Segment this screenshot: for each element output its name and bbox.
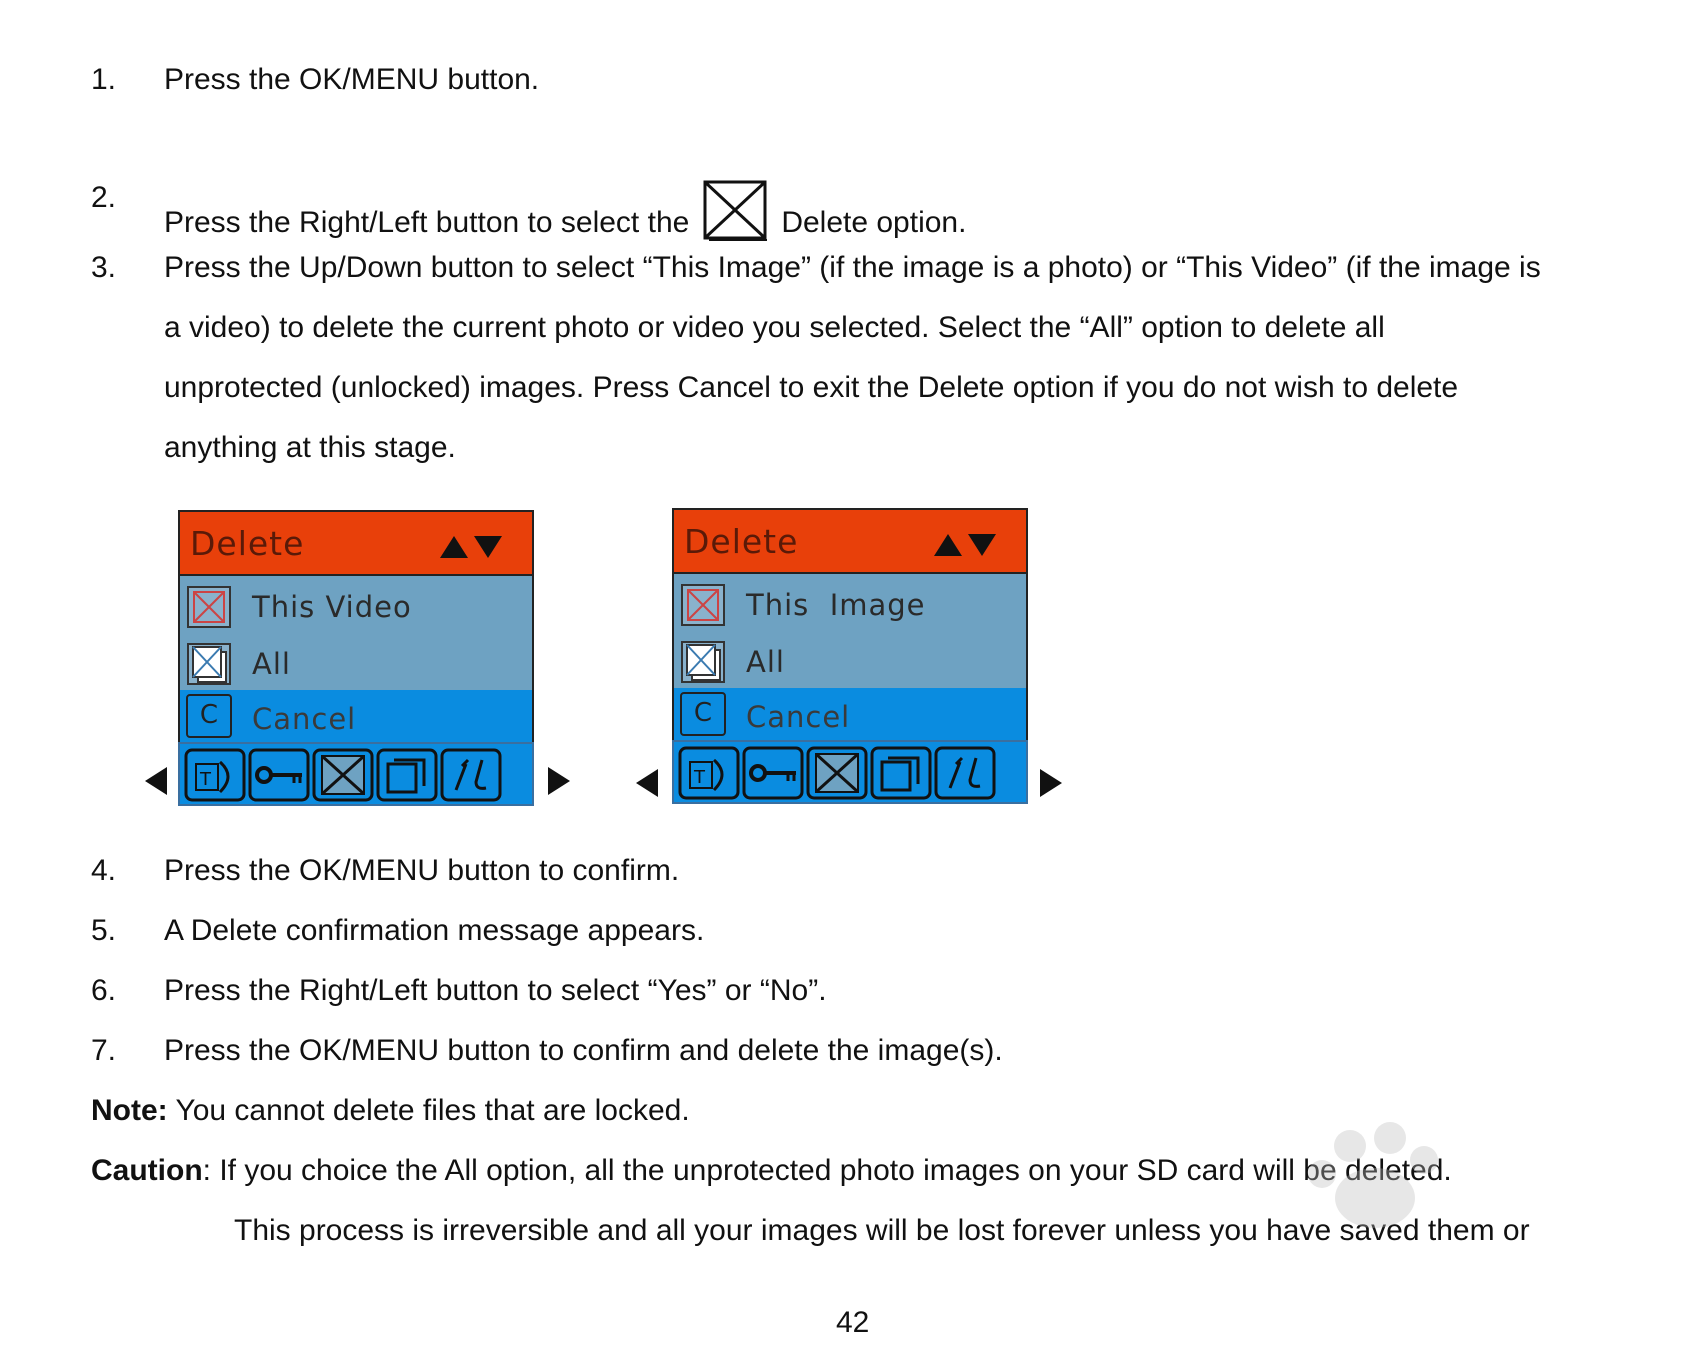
step-2-text-before: Press the Right/Left button to select the: [164, 206, 690, 239]
delete-single-icon: [186, 585, 234, 629]
right-arrow-icon: [1040, 769, 1062, 797]
menu-item-all[interactable]: [674, 631, 1026, 688]
text-icon[interactable]: [186, 750, 244, 800]
settings-icon[interactable]: [442, 750, 500, 800]
cancel-c-icon: C: [186, 694, 232, 738]
delete-x-icon[interactable]: [314, 750, 372, 800]
right-arrow-icon: [548, 767, 570, 795]
step-5-number: 5.: [91, 914, 117, 947]
menu-header: [178, 510, 534, 576]
left-arrow-icon: [636, 769, 658, 797]
up-down-arrows-icon: [934, 532, 998, 558]
delete-menu-video: [178, 510, 534, 806]
step-3-line-3: unprotected (unlocked) images. Press Cancel to exit the Delete option if you do not wish to delete: [164, 371, 1459, 404]
delete-all-icon: [680, 640, 728, 684]
menu-item-label: All: [746, 645, 785, 679]
menu-item-label: Cancel: [252, 702, 357, 736]
step-3-line-4: anything at this stage.: [164, 431, 456, 464]
step-3-line-1: Press the Up/Down button to select “This Image” (if the image is a photo) or “This Video” (if the image is: [164, 251, 1541, 284]
note-paragraph: [91, 1093, 690, 1129]
step-5-text: A Delete confirmation message appears.: [164, 914, 705, 947]
menu-item-label: This Image: [746, 588, 926, 622]
left-arrow-icon: [145, 767, 167, 795]
delete-menu-image: [672, 508, 1028, 804]
baidu-watermark-logo: [1210, 1120, 1630, 1290]
delete-all-icon: [186, 642, 234, 686]
step-3-line-2: a video) to delete the current photo or video you selected. Select the “All” option to delete all: [164, 311, 1385, 344]
step-1-number: 1.: [91, 63, 117, 96]
delete-x-icon: [703, 180, 767, 242]
menu-header: [672, 508, 1028, 574]
key-icon[interactable]: [250, 750, 308, 800]
step-2-number: 2.: [91, 181, 117, 214]
step-7-text: Press the OK/MENU button to confirm and delete the image(s).: [164, 1034, 1003, 1067]
copy-frame-icon[interactable]: [872, 748, 930, 798]
step-4-number: 4.: [91, 854, 117, 887]
menu-item-label: All: [252, 647, 291, 681]
step-1-text: Press the OK/MENU button.: [164, 63, 540, 96]
settings-icon[interactable]: [936, 748, 994, 798]
step-4-text: Press the OK/MENU button to confirm.: [164, 854, 680, 887]
up-down-arrows-icon: [440, 534, 504, 560]
menu-title: Delete: [684, 522, 799, 561]
menu-item-this-video[interactable]: [180, 576, 532, 633]
step-2-text-after: Delete option.: [781, 206, 967, 239]
menu-icon-bar: [178, 742, 534, 806]
menu-icon-bar: [672, 740, 1028, 804]
menu-title: Delete: [190, 524, 305, 563]
cancel-c-icon: C: [680, 692, 726, 736]
svg-text:T: T: [694, 767, 705, 788]
caution-line-2: This process is irreversible and all your images will be lost forever unless you have saved them or: [234, 1214, 1530, 1247]
caution-label: Caution: [91, 1154, 203, 1187]
page-number: 42: [836, 1306, 870, 1339]
note-text: You cannot delete files that are locked.: [167, 1094, 690, 1127]
note-label: Note:: [91, 1094, 168, 1127]
copy-frame-icon[interactable]: [378, 750, 436, 800]
text-icon[interactable]: [680, 748, 738, 798]
step-7-number: 7.: [91, 1034, 117, 1067]
menu-item-label: Cancel: [746, 700, 851, 734]
caution-text: : If you choice the All option, all the unprotected photo images on your SD card will be deleted.: [202, 1154, 1452, 1187]
step-6-text: Press the Right/Left button to select “Yes” or “No”.: [164, 974, 827, 1007]
menu-item-label: This Video: [252, 590, 412, 624]
step-2-line: [164, 180, 966, 242]
delete-x-icon[interactable]: [808, 748, 866, 798]
menu-item-cancel[interactable]: [674, 688, 1026, 740]
menu-item-cancel[interactable]: [180, 690, 532, 742]
step-3-number: 3.: [91, 251, 117, 284]
step-6-number: 6.: [91, 974, 117, 1007]
delete-single-icon: [680, 583, 728, 627]
key-icon[interactable]: [744, 748, 802, 798]
svg-text:T: T: [200, 769, 211, 790]
menu-item-this-image[interactable]: [674, 574, 1026, 631]
menu-item-all[interactable]: [180, 633, 532, 690]
